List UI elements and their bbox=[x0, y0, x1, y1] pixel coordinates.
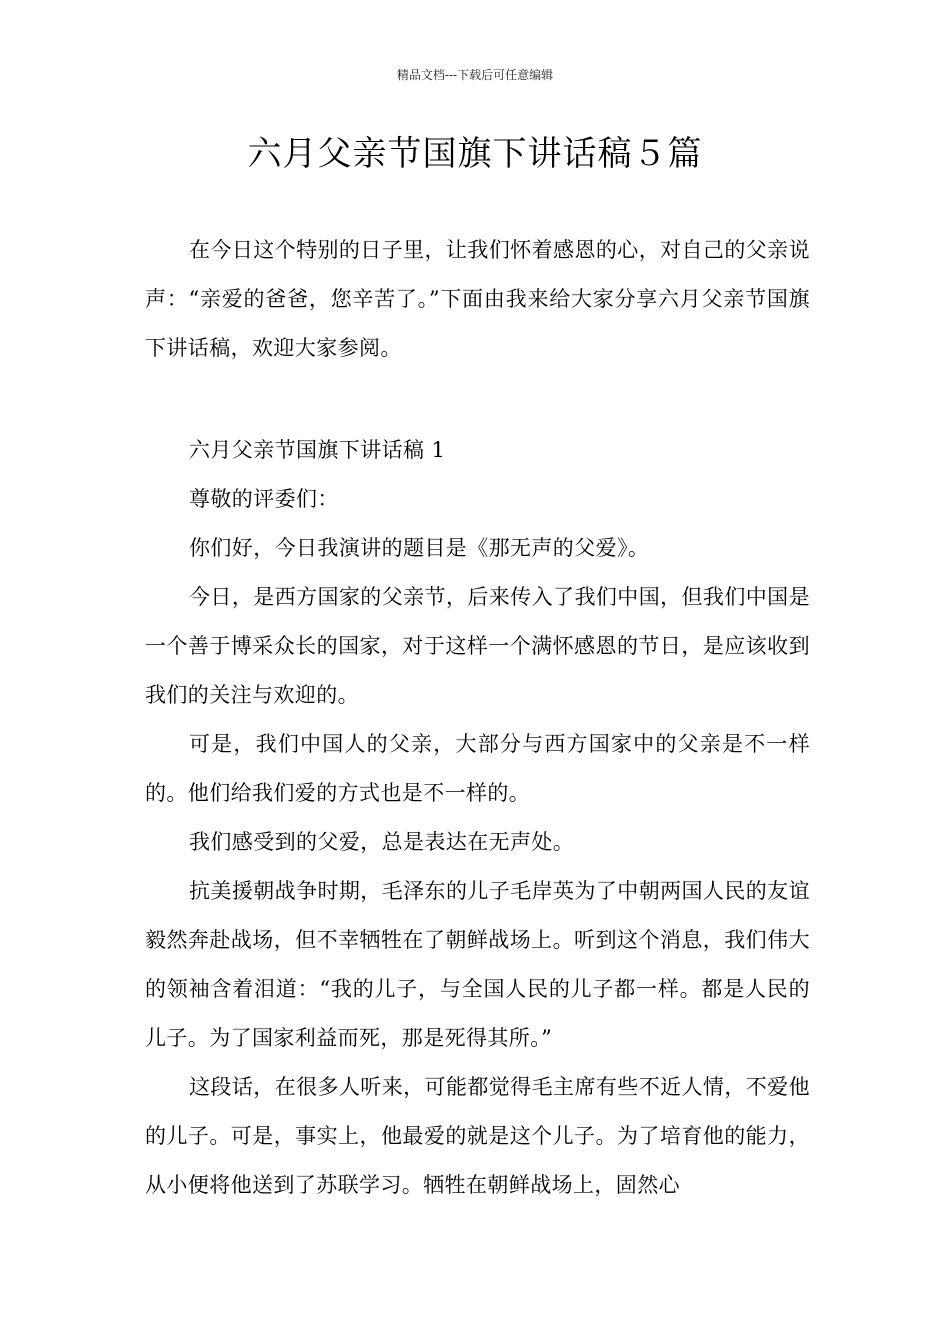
intro-section bbox=[145, 226, 810, 373]
body-paragraph: 你们好，今日我演讲的题目是《那无声的父爱》。 bbox=[189, 536, 650, 560]
body-paragraph: 抗美援朝战争时期，毛泽东的儿子毛岸英为了中朝两国人民的友谊毅然奔赴战场，但不幸牺牲在了朝鲜战场上。听到这个消息，我们伟大的领袖含着泪道：“我的儿子，与全国人民的儿子都一样。都是人民的儿子。为了国家利益而死，那是死得其所。” bbox=[145, 879, 810, 1050]
header-note: 精品文档---下载后可任意编辑 bbox=[396, 68, 554, 82]
body-paragraph: 这段话，在很多人听来，可能都觉得毛主席有些不近人情，不爱他的儿子。可是，事实上，他最爱的就是这个儿子。为了培育他的能力，从小便将他送到了苏联学习。牺牲在朝鲜战场上，固然心 bbox=[145, 1075, 810, 1197]
speech-body bbox=[145, 426, 810, 1210]
document-title: 六月父亲节国旗下讲话稿５篇 bbox=[247, 134, 703, 174]
body-paragraph: 我们感受到的父爱，总是表达在无声处。 bbox=[189, 830, 575, 854]
salutation: 尊敬的评委们： bbox=[189, 487, 339, 511]
body-paragraph: 今日，是西方国家的父亲节，后来传入了我们中国，但我们中国是一个善于博采众长的国家，对于这样一个满怀感恩的节日，是应该收到我们的关注与欢迎的。 bbox=[145, 585, 810, 707]
section-heading: 六月父亲节国旗下讲话稿 1 bbox=[189, 438, 446, 462]
intro-paragraph: 在今日这个特别的日子里，让我们怀着感恩的心，对自己的父亲说声：“亲爱的爸爸，您辛苦了。”下面由我来给大家分享六月父亲节国旗下讲话稿，欢迎大家参阅。 bbox=[145, 238, 810, 360]
body-paragraph: 可是，我们中国人的父亲，大部分与西方国家中的父亲是不一样的。他们给我们爱的方式也是不一样的。 bbox=[145, 732, 810, 805]
